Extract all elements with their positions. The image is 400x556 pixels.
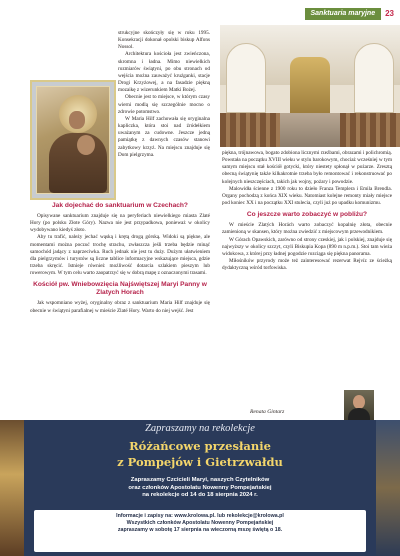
column1-top-text (118, 30, 210, 159)
column1-lower-text (30, 198, 210, 315)
church-interior-photo (220, 25, 400, 147)
banner-headline (24, 438, 376, 470)
paragraph: Jak wspomniano wyżej, oryginalny obraz z sanktuarium Maria Hilf znajduje się obecnie w świątyni parafialnej w mieście Zlaté Hory. Warto do niej wejść. Jest (30, 300, 210, 314)
page-number: 23 (385, 9, 394, 18)
retreat-banner (0, 420, 400, 556)
madonna-icon-image (30, 80, 116, 200)
paragraph: Malowidła ścienne z 1900 roku to dzieło Franza Templera i Emila Brendla. Organy pochodzą z końca XIX wieku. Natomiast kolejne remonty miały miejsce pod koniec XX i na początku XXI stulecia, czyli już po upadku komunizmu. (222, 185, 392, 207)
paragraph: Miłośników przyrody może też zainteresować rezerwat Rejvíz ze ścieżką dydaktyczną wśród torfowiska. (222, 258, 392, 272)
author-portrait (344, 390, 374, 422)
banner-headline-line: Różańcowe przesłanie (129, 439, 271, 453)
paragraph: Obecnie jest to miejsce, w którym czasy wierni modlą się szczególnie mocno o zdrowie potomstwo. (118, 94, 210, 115)
banner-title: Zapraszamy na rekolekcje (145, 423, 255, 434)
section-label: Sanktuaria maryjne (305, 8, 382, 20)
banner-info-line: Informacje i zapisy na: www.krolowa.pl. lub rekolekcje@krolowa.pl (116, 513, 284, 519)
author-signature: Renata Gintarz (250, 409, 285, 415)
banner-desc-line: na rekolekcje od 14 do 18 sierpnia 2024 r. (142, 492, 258, 499)
banner-desc-line: oraz członków Apostolatu Nowenny Pompejańskiej (128, 484, 272, 491)
banner-info-line: zapraszamy w sobotę 17 sierpnia na wieczorną mszę świętą o 18. (117, 527, 283, 533)
banner-headline-line: z Pompejów i Gietrzwałdu (117, 455, 283, 469)
banner-info-line: Wszystkich członków Apostolatu Nowenny Pompejańskiej (126, 520, 274, 526)
heading-church: Kościół pw. Wniebowzięcia Najświętszej Maryi Panny w Zlatych Horach (33, 281, 207, 297)
heading-nearby: Co jeszcze warto zobaczyć w pobliżu? (246, 211, 368, 219)
paragraph: W Maria Hilf zachowała się oryginalna kapliczka, która stoi nad źródełkiem uważanym za cudowne. Jeszcze jedną pamiątkę z dawnych czasów stanowi zabytkowy krzyż. Na miejscu znajduje się Dom pielgrzyma. (118, 115, 210, 158)
banner-description (24, 477, 376, 500)
heading-travel: Jak dojechać do sanktuarium w Czechach? (52, 202, 188, 209)
banner-desc-line: Zapraszamy Czcicieli Maryi, naszych Czytelników (130, 477, 270, 483)
paragraph: Aby tu trafić, należy jechać wąską i krętą drogą górską. Widoki są piękne, ale momentami można poczuć trochę strachu, zwłaszcza jeśli trzeba będzie minąć samochód jadący z naprzeciwka. Ruch jednak nie jest tu duży. Dużym ułatwieniem dla pielgrzymów i turystów są liczne tablice informacyjne wskazujące miejsca, gdzie trzeba skręcić. Istnieje również możliwość dotarcia szlakiem pieszym lub rowerowym. W tym celu warto zaopatrzyć się w dobrą mapę z oznaczonymi trasami. (30, 234, 210, 277)
paragraph: piękna, trójnawowa, bogato zdobiona licznymi rzeźbami, obrazami i polichromią. Powstała na początku XVIII wieku w stylu barokowym, chociaż wcześniej w tym samym miejscu stał kościół gotycki, który niestety spłonął w pożarze. Zresztą obecną świątynię także kilkakrotnie trzeba było remontować i rekonstruować po kolejnych nieszczęściach, takich jak wojny, pożary i powodzie. (222, 150, 392, 185)
banner-left-photo (0, 420, 24, 556)
paragraph: Architektura kościoła jest zwieńczona, skromna i ładna. Mimo niewielkich rozmiarów świątyni, po obu stronach od wejścia można zauważyć krużganki, stacje Drogi Krzyżowej, a na fasadzie piękną mozaikę z wizerunkiem Matki Bożej. (118, 51, 210, 94)
page-header (264, 7, 394, 20)
banner-right-photo (376, 420, 400, 556)
paragraph: W mieście Zlatých Horách warto zobaczyć kopalnię złota, obecnie zamienioną w skansen, który można zwiedzić z miejscowym przewodnikiem. (222, 222, 392, 236)
column2-text (222, 150, 392, 272)
banner-info-box (34, 510, 366, 552)
paragraph: strukcyjne skończyły się w roku 1995. Konsekracji dokonał opolski biskup Alfons Nossol. (118, 30, 210, 51)
paragraph: W Górach Opawskich, zarówno od strony czeskiej, jak i polskiej, znajduje się najwyższy w okolicy szczyt, czyli Biskupia Kopa (890 m n.p.m.). Stoi tam wieża widokowa, z której przy ładnej pogodzie rozciąga się piękna panorama. (222, 236, 392, 257)
paragraph: Opisywane sanktuarium znajduje się na peryferiach niewielkiego miasta Zlaté Hory (po polsku Złote Góry). Nazwa nie jest przypadkowa, ponieważ w okolicy wydobywano kiedyś złoto. (30, 213, 210, 234)
